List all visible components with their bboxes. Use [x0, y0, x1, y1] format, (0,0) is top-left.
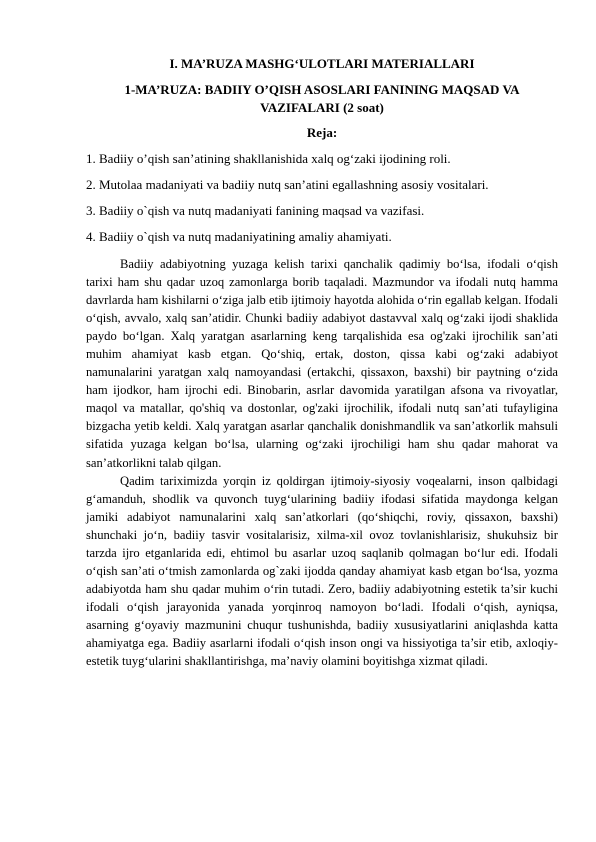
plan-item: 4. Badiiy o`qish va nutq madaniyatining amaliy ahamiyati. [86, 229, 392, 244]
lecture-title: 1-MA’RUZA: BADIIY O’QISH ASOSLARI FANINING MAQSAD VA VAZIFALARI (2 soat) [124, 82, 520, 115]
section-title: I. MA’RUZA MASHG‘ULOTLARI MATERIALLARI [169, 56, 475, 71]
plan-item: 1. Badiiy o’qish san’atining shakllanishida xalq og‘zaki ijodining roli. [86, 151, 451, 166]
document-page [86, 56, 558, 670]
body-paragraph: Qadim tariximizda yorqin iz qoldirgan ijtimoiy-siyosiy voqealarni, inson qalbidagi g‘amanduh, shodlik va quvonch tuyg‘ularining badiiy ifodasi sifatida maydonga kelgan jamiki adabiyot namunalarini xalq san’atkorlari (qo‘shiqchi, roviy, qissaxon, baxshi) shunchaki jo‘n, badiiy tasvir vositalarisiz, xilma-xil ovoz tovlanishlarisiz, shukuhsiz bir tarzda ijro etganlarida edi, ehtimol bu asarlar uzoq saqlanib qolmagan bo‘lur edi. Ifodali o‘qish san’ati o‘tmish zamonlarda og`zaki ijodda qanday ahamiyat kasb etgan bo‘lsa, yozma adabiyotda ham shu qadar muhim o‘rin tutadi. Zero, badiiy adabiyotning estetik ta’sir kuchi ifodali o‘qish jarayonida yanada yorqinroq namoyon bo‘ladi. Ifodali o‘qish, ayniqsa, asarning g‘oyaviy mazmunini chuqur tushunishda, badiiy xususiyatlarini aniqlashda katta ahamiyatga ega. Badiiy asarlarni ifodali o‘qish inson ongi va hissiyotiga ta’sir etib, axloqiy-estetik tuyg‘ularini shakllantirishga, ma’naviy olamini boyitishga xizmat qiladi. [86, 473, 558, 669]
plan-list [86, 151, 558, 245]
body-paragraph: Badiiy adabiyotning yuzaga kelish tarixi qanchalik qadimiy bo‘lsa, ifodali o‘qish tarixi ham shu qadar uzoq zamonlarga borib taqaladi. Mazmundor va ifodali nutq hamma davrlarda ham kishilarni o‘ziga jalb etib ijtimoiy hayotda alohida o‘rin egallab kelgan. Ifodali o‘qish, avvalo, xalq san’atidir. Chunki badiiy adabiyot dastavval xalq og‘zaki ijodi shaklida paydo bo‘lgan. Xalq yaratgan asarlarning keng tarqalishida esa og'zaki ijrochilik san’ati muhim ahamiyat kasb etgan. Qo‘shiq, ertak, doston, qissa kabi og‘zaki adabiyot namunalarini yaratgan xalq namoyandasi (ertakchi, qissaxon, baxshi) bir paytning o‘zida ham ijodkor, ham ijrochi edi. Binobarin, asrlar davomida yaratilgan afsona va rivoyatlar, maqol va matallar, qo'shiq va dostonlar, og'zaki ijrochilik, ifodali nutq san’ati tufayligina bizgacha yetib keldi. Xalq yaratgan asarlar qanchalik donishmandlik va san’atkorlik mahsuli sifatida yuzaga kelgan bo‘lsa, ularning og‘zaki ijrochiligi ham shu qadar mahorat va san’atkorlikni talab qilgan. [86, 257, 558, 470]
plan-heading: Reja: [306, 125, 338, 140]
plan-item: 3. Badiiy o`qish va nutq madaniyati fanining maqsad va vazifasi. [86, 203, 425, 218]
plan-item: 2. Mutolaa madaniyati va badiiy nutq san’atini egallashning asosiy vositalari. [86, 177, 489, 192]
